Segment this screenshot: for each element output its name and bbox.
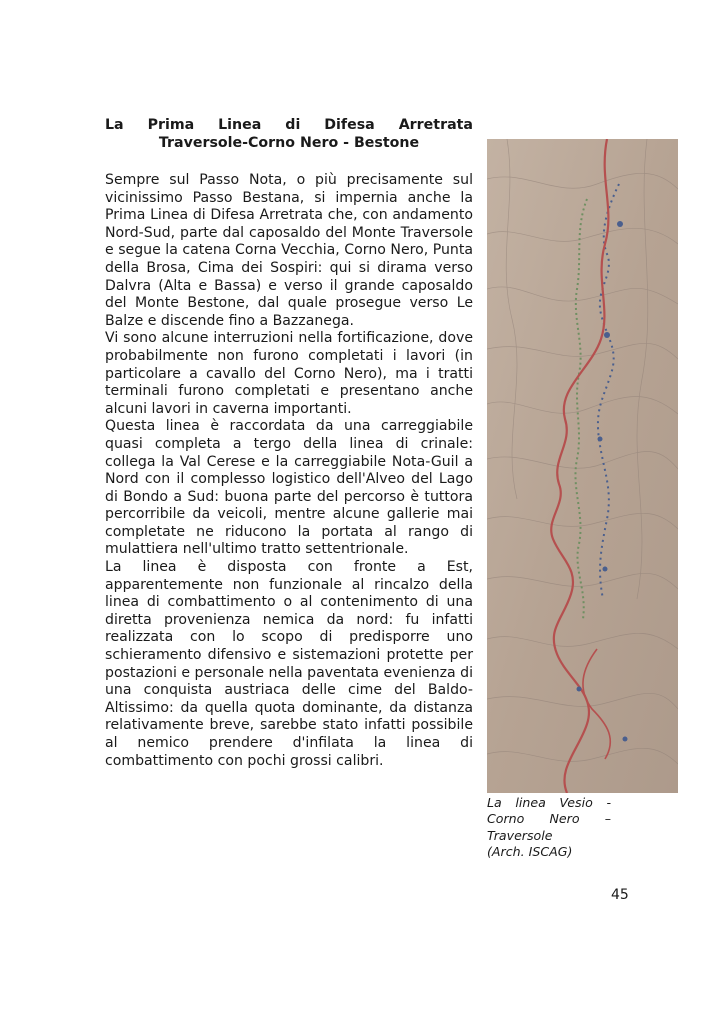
section-heading-line-2: Traversole-Corno Nero - Bestone xyxy=(158,135,420,151)
caption-line-1: La linea Vesio - xyxy=(487,795,611,810)
page-number: 45 xyxy=(611,887,629,903)
paragraph-2: Vi sono alcune interruzioni nella fortificazione, dove probabilmente non furono completati i lavori (in particolare a cavallo del Corno Nero), ma i tratti terminali furono completati e presentano anche alcuni lavori in caverna importanti. xyxy=(105,330,473,417)
caption-line-4: (Arch. ISCAG) xyxy=(487,844,573,860)
map-paper xyxy=(487,139,678,793)
paragraph-1: Sempre sul Passo Nota, o più precisamente sul vicinissimo Passo Bestana, si impernia anche la Prima Linea di Difesa Arretrata che, con andamento Nord-Sud, parte dal caposaldo del Monte Traversole e segue la catena Corna Vecchia, Corno Nero, Punta della Brosa, Cima dei Sospiri: qui si dirama verso Dalvra (Alta e Bassa) e verso il grande caposaldo del Monte Bestone, dal quale prosegue verso Le Balze e discende fino a Bazzanega. xyxy=(105,172,473,329)
section-heading xyxy=(105,116,473,152)
map-illustration xyxy=(487,139,678,793)
body-text xyxy=(105,172,473,770)
caption-line-3: Traversole xyxy=(487,827,553,843)
figure-caption xyxy=(487,795,611,861)
paragraph-3: Questa linea è raccordata da una carreggiabile quasi completa a tergo della linea di crinale: collega la Val Cerese e la carreggiabile Nota-Guil a Nord con il complesso logistico dell'Alveo del Lago di Bondo a Sud: buona parte del percorso è tuttora percorribile da veicoli, mentre alcune gallerie mai completate ne riducono la portata al rango di mulattiera nell'ultimo tratto settentrionale. xyxy=(105,418,473,558)
section-heading-line-1: La Prima Linea di Difesa Arretrata xyxy=(105,117,473,133)
paragraph-4: La linea è disposta con fronte a Est, apparentemente non funzionale al rincalzo della linea di combattimento o al contenimento di una diretta provenienza nemica da nord: fu infatti realizzata con lo scopo di predisporre uno schieramento difensivo e sistemazioni protette per postazioni e personale nella paventata evenienza di una conquista austriaca delle cime del Baldo-Altissimo: da quella quota dominante, da distanza relativamente breve, sarebbe stato infatti possibile al nemico prendere d'infilata la linea di combattimento con pochi grossi calibri. xyxy=(105,559,473,769)
caption-line-2: Corno Nero – xyxy=(487,811,611,827)
historical-map-image xyxy=(487,139,678,793)
